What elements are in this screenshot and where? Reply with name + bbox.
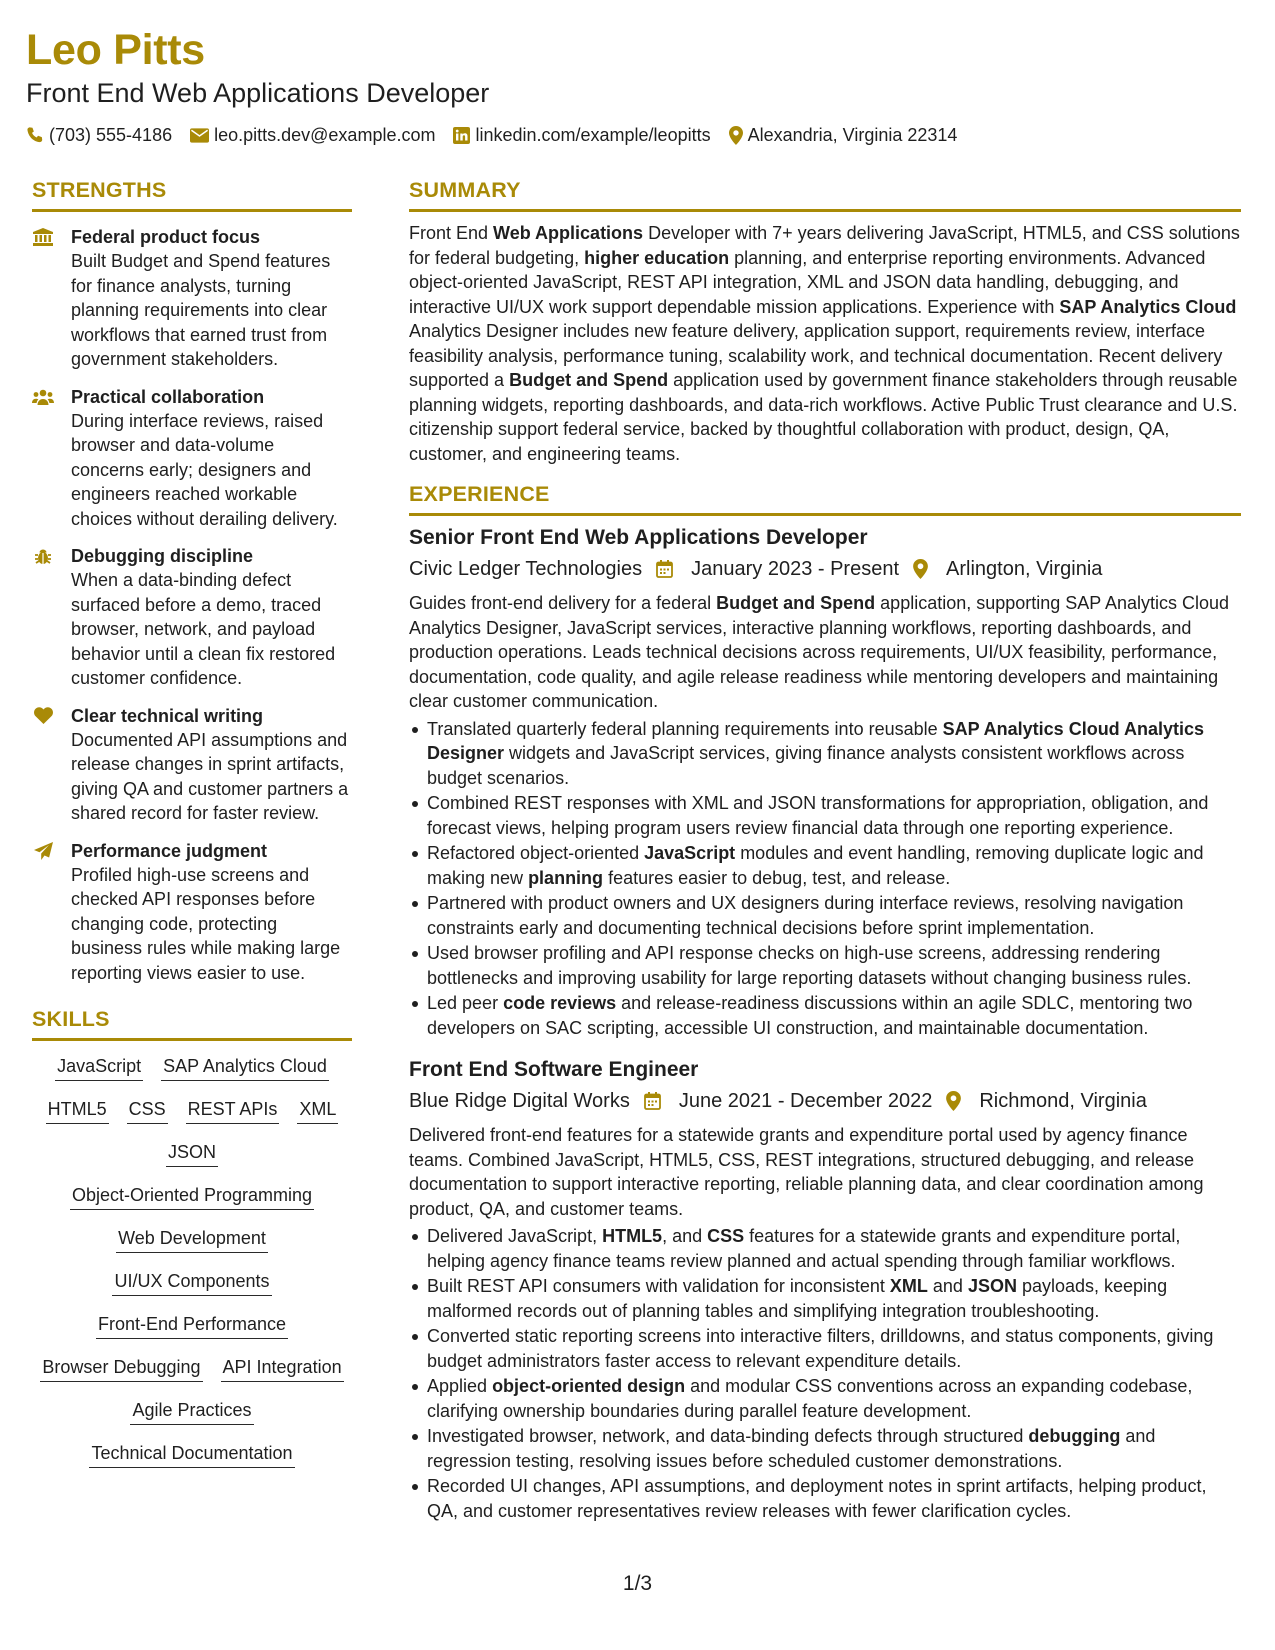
strength-text: Profiled high-use screens and checked API responses before changing code, protecting business rules while making large reporting views easier to use.	[71, 864, 341, 983]
skill-row	[32, 1270, 352, 1296]
job-title: Senior Front End Web Applications Developer	[409, 526, 868, 549]
page-number: 1/3	[622, 1572, 653, 1595]
strength-title: Federal product focus	[71, 227, 261, 247]
candidate-name: Leo Pitts	[26, 26, 205, 74]
text-run: Delivered front-end features for a statewide grants and expenditure portal used by agency finance teams. Combined JavaScript, HTML5, CSS, REST integrations, structured debugging, and release documentation to support interactive reporting, reliable planning data, and clear coordination among product, QA, and customer teams.	[409, 1125, 1204, 1219]
summary-heading: SUMMARY	[409, 176, 1241, 212]
bullet-item	[409, 791, 1241, 840]
bullet-item	[409, 1274, 1241, 1323]
contact-email[interactable]	[190, 124, 435, 146]
job-description	[409, 591, 1241, 714]
calendar-icon	[656, 560, 682, 578]
job-location	[946, 1088, 1147, 1114]
bullet-item	[409, 991, 1241, 1040]
skill-tag: HTML5	[46, 1098, 109, 1124]
strengths-list	[32, 225, 352, 985]
strength-text: During interface reviews, raised browser and data-volume concerns early; designers and engineers reached workable choices without derailing delivery.	[71, 410, 338, 529]
strength-item	[32, 225, 352, 372]
skill-tag: Object-Oriented Programming	[70, 1184, 314, 1210]
job-location	[913, 556, 1102, 582]
text-run: Converted static reporting screens into interactive filters, drilldowns, and status components, giving budget administrators faster access to relevant expenditure details.	[427, 1326, 1214, 1371]
skill-tag: Browser Debugging	[40, 1356, 202, 1382]
skill-tag: JavaScript	[55, 1055, 143, 1081]
job-dates	[656, 556, 899, 582]
strengths-heading: STRENGTHS	[32, 176, 352, 212]
right-column	[409, 176, 1241, 1524]
strength-text: Built Budget and Spend features for finance analysts, turning planning requirements into clear workflows that earned trust from government stakeholders.	[71, 251, 331, 369]
experience-list	[409, 524, 1241, 1523]
bug-icon	[32, 547, 54, 565]
strength-item	[32, 704, 352, 826]
skill-tag: CSS	[127, 1098, 168, 1124]
strength-item	[32, 385, 352, 532]
location-text: Alexandria, Virginia 22314	[747, 125, 958, 145]
text-run: Led peer	[427, 993, 504, 1013]
skill-tag: Web Development	[116, 1227, 268, 1253]
text-run: Translated quarterly federal planning requirements into reusable	[427, 718, 943, 739]
text-run: Used browser profiling and API response checks on high-use screens, addressing rendering bottlenecks and improving usability for large reporting datasets without changing business rules.	[427, 943, 1192, 988]
job-meta	[409, 556, 1241, 582]
job-meta	[409, 1088, 1241, 1114]
bold-phrase: object-oriented design	[492, 1376, 686, 1396]
bold-phrase: JavaScript	[644, 843, 736, 863]
skill-tag: Front-End Performance	[96, 1313, 288, 1339]
text-run: and	[927, 1276, 968, 1296]
strength-item	[32, 839, 352, 986]
text-run: payloads, keeping malformed records out of planning tables and simplifying integration troubleshooting.	[427, 1276, 1168, 1321]
bullet-item	[409, 841, 1241, 890]
bold-phrase: planning	[528, 867, 604, 888]
text-run: Combined REST responses with XML and JSON transformations for appropriation, obligation, and forecast views, helping program users review financial data through one reporting experience.	[427, 793, 1209, 838]
candidate-title: Front End Web Applications Developer	[26, 78, 490, 108]
text-run: Partnered with product owners and UX designers during interface reviews, resolving navigation constraints early and documenting technical decisions before sprint implementation.	[427, 893, 1184, 938]
contact-linkedin[interactable]	[453, 124, 710, 146]
job-dates-text: June 2021 - December 2022	[678, 1090, 933, 1112]
text-run: modules and event handling, removing duplicate logic and making new	[427, 843, 1204, 888]
text-run: features for a statewide grants and expenditure portal, helping agency finance teams review planned and actual spending through familiar workflows.	[427, 1226, 1181, 1271]
skill-row	[32, 1356, 352, 1382]
skill-tag: SAP Analytics Cloud	[161, 1055, 329, 1081]
strength-text: Documented API assumptions and release changes in sprint artifacts, giving QA and customer partners a shared record for faster review.	[71, 729, 349, 823]
contact-location	[729, 124, 958, 146]
text-run: Guides front-end delivery for a federal	[409, 593, 717, 613]
skill-row	[32, 1313, 352, 1339]
strength-title: Clear technical writing	[71, 705, 264, 726]
text-run: Delivered JavaScript,	[427, 1226, 603, 1246]
job-entry	[409, 1056, 1241, 1523]
bold-phrase: SAP Analytics Cloud Analytics Designer	[427, 718, 1205, 763]
text-run: Front End	[409, 223, 494, 243]
strength-item	[32, 544, 352, 691]
building-columns-icon	[32, 228, 54, 246]
strength-text: When a data-binding defect surfaced before a demo, traced browser, network, and payload behavior until a clean fix restored customer confidence.	[71, 570, 336, 688]
bold-phrase: Web Applications	[493, 223, 644, 243]
skill-tag: Agile Practices	[130, 1399, 253, 1425]
bold-phrase: higher education	[584, 247, 730, 268]
bullet-item	[409, 1374, 1241, 1423]
job-bullets	[409, 1224, 1241, 1523]
bold-phrase: CSS	[707, 1226, 745, 1246]
text-run: Refactored object-oriented	[427, 843, 645, 863]
text-run: widgets and JavaScript services, giving finance analysts consistent workflows across budget scenarios.	[427, 743, 1185, 788]
map-pin-icon	[913, 559, 937, 579]
text-run: and modular CSS conventions across an expanding codebase, clarifying ownership boundaries during parallel feature development.	[427, 1376, 1193, 1421]
resume-header	[26, 26, 1246, 146]
bold-phrase: code reviews	[503, 993, 617, 1013]
job-company: Civic Ledger Technologies	[409, 558, 643, 580]
summary-paragraph	[409, 221, 1241, 466]
job-entry	[409, 524, 1241, 1040]
bullet-item	[409, 1324, 1241, 1373]
bullet-item	[409, 1424, 1241, 1473]
experience-heading: EXPERIENCE	[409, 480, 1241, 516]
skill-row	[32, 1141, 352, 1167]
bullet-item	[409, 891, 1241, 940]
text-run: Developer with 7+ years delivering JavaScript, HTML5, and CSS solutions for federal budgeting,	[409, 223, 1240, 268]
job-title: Front End Software Engineer	[409, 1058, 699, 1081]
text-run: and release-readiness discussions within an agile SDLC, mentoring two developers on SAC scripting, accessible UI construction, and maintainable documentation.	[427, 993, 1193, 1038]
strength-title: Debugging discipline	[71, 546, 254, 566]
phone-icon	[26, 126, 44, 144]
skill-tag: UI/UX Components	[112, 1270, 271, 1296]
skill-row	[32, 1055, 352, 1081]
text-run: , and	[662, 1226, 708, 1246]
text-run: Built REST API consumers with validation for inconsistent	[427, 1276, 890, 1296]
text-run: application, supporting SAP Analytics Cloud Analytics Designer, JavaScript services, interactive planning workflows, reporting dashboards, and production operations. Leads technical decisions across requirements, UI/UX feasibility, performance, documentation, code quality, and agile release readiness while mentoring developers and maintaining clear customer communication.	[409, 593, 1230, 711]
skill-row	[32, 1227, 352, 1253]
skills-heading: SKILLS	[32, 1005, 352, 1041]
heart-icon	[32, 707, 54, 725]
text-run: Investigated browser, network, and data-binding defects through structured	[427, 1426, 1029, 1446]
envelope-icon	[190, 128, 209, 143]
skill-tag: REST APIs	[186, 1098, 280, 1124]
bold-phrase: debugging	[1028, 1426, 1121, 1446]
linkedin-icon	[453, 127, 470, 144]
left-column	[32, 176, 352, 1485]
strength-title: Practical collaboration	[71, 386, 265, 407]
job-description	[409, 1123, 1241, 1221]
text-run: Analytics Designer includes new feature delivery, application support, requirements review, interface feasibility analysis, performance tuning, scalability work, and technical documentation. Recent delivery supported a	[409, 321, 1223, 390]
text-run: Applied	[427, 1376, 493, 1396]
skill-tag: Technical Documentation	[89, 1442, 294, 1468]
bold-phrase: XML	[889, 1276, 928, 1296]
text-run: and regression testing, resolving issues before scheduled customer demonstrations.	[427, 1426, 1156, 1471]
skills-list	[32, 1055, 352, 1468]
map-pin-icon	[946, 1091, 970, 1111]
linkedin-text[interactable]: linkedin.com/example/leopitts	[475, 125, 711, 145]
phone-text: (703) 555-4186	[49, 125, 173, 145]
map-pin-icon	[729, 126, 743, 145]
bullet-item	[409, 717, 1241, 791]
email-text[interactable]: leo.pitts.dev@example.com	[214, 125, 436, 145]
job-dates	[644, 1088, 933, 1114]
job-location-text: Arlington, Virginia	[946, 558, 1103, 580]
bold-phrase: Budget and Spend	[509, 370, 669, 390]
text-run: planning, and enterprise reporting environments. Advanced object-oriented JavaScript, REST API integration, XML and JSON data handling, debugging, and interactive UI/UX work support dependable mission applications. Experience with	[409, 247, 1206, 317]
skill-tag: XML	[297, 1098, 338, 1124]
job-bullets	[409, 717, 1241, 1041]
job-company: Blue Ridge Digital Works	[409, 1090, 630, 1112]
skill-row	[32, 1098, 352, 1124]
skill-row	[32, 1399, 352, 1425]
skill-tag: API Integration	[221, 1356, 344, 1382]
contact-phone	[26, 124, 172, 146]
text-run: application used by government finance stakeholders through reusable planning widgets, reporting dashboards, and data-rich workflows. Active Public Trust clearance and U.S. citizenship support federal service, backed by thoughtful collaboration with product, design, QA, customer, and engineering teams.	[409, 370, 1238, 464]
users-icon	[32, 388, 54, 406]
calendar-icon	[644, 1092, 670, 1110]
bold-phrase: SAP Analytics Cloud	[1059, 296, 1237, 317]
contact-bar	[26, 124, 1246, 146]
skill-row	[32, 1184, 352, 1210]
bold-phrase: JSON	[967, 1276, 1017, 1296]
skill-row	[32, 1442, 352, 1468]
skill-tag: JSON	[166, 1141, 218, 1167]
bullet-item	[409, 941, 1241, 990]
text-run: features easier to debug, test, and release.	[603, 867, 951, 888]
paper-plane-icon	[32, 842, 54, 860]
job-location-text: Richmond, Virginia	[979, 1090, 1147, 1112]
job-dates-text: January 2023 - Present	[691, 558, 900, 580]
strength-title: Performance judgment	[71, 840, 268, 861]
bullet-item	[409, 1474, 1241, 1523]
bold-phrase: Budget and Spend	[716, 593, 876, 613]
bold-phrase: HTML5	[602, 1226, 663, 1246]
bullet-item	[409, 1224, 1241, 1273]
text-run: Recorded UI changes, API assumptions, and deployment notes in sprint artifacts, helping product, QA, and customer representatives review releases with fewer clarification cycles.	[427, 1476, 1207, 1521]
